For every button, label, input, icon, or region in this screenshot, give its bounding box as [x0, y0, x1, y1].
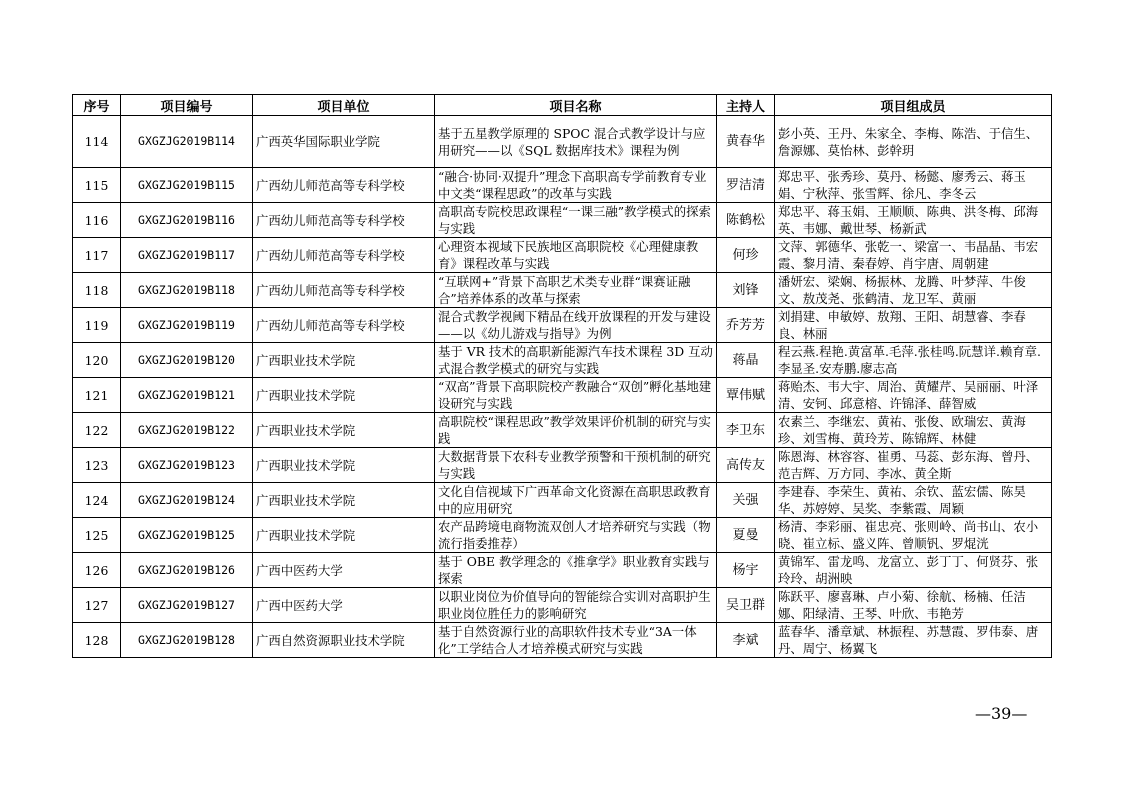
row-host: 覃伟赋 [717, 378, 775, 413]
row-project-code: GXGZJG2019B116 [121, 203, 253, 238]
row-project-name: “互联网+”背景下高职艺术类专业群“课赛证融合”培养体系的改革与探索 [435, 273, 717, 308]
row-project-code: GXGZJG2019B125 [121, 518, 253, 553]
table-row [73, 378, 1052, 413]
row-unit: 广西职业技术学院 [253, 343, 435, 378]
row-serial: 116 [73, 203, 121, 238]
table-row [73, 273, 1052, 308]
row-host: 陈鹤松 [717, 203, 775, 238]
row-members: 文萍、郭德华、张乾一、梁富一、韦晶晶、韦宏霞、黎月清、秦春婷、肖宇唐、周朝建 [775, 238, 1052, 273]
table-body [73, 116, 1052, 658]
row-project-code: GXGZJG2019B126 [121, 553, 253, 588]
row-host: 罗洁清 [717, 168, 775, 203]
row-serial: 124 [73, 483, 121, 518]
row-members: 陈跃平、廖喜琳、卢小菊、徐航、杨楠、任洁娜、阳绿清、王琴、叶欣、韦艳芳 [775, 588, 1052, 623]
row-project-code: GXGZJG2019B127 [121, 588, 253, 623]
row-members: 郑忠平、张秀珍、莫丹、杨懿、廖秀云、蒋玉娟、宁秋萍、张雪辉、徐凡、李冬云 [775, 168, 1052, 203]
row-project-code: GXGZJG2019B114 [121, 116, 253, 168]
row-host: 杨宇 [717, 553, 775, 588]
table-row [73, 168, 1052, 203]
row-project-name: “融合·协同·双提升”理念下高职高专学前教育专业中文类“课程思政”的改革与实践 [435, 168, 717, 203]
table-row [73, 518, 1052, 553]
row-members: 彭小英、王丹、朱家全、李梅、陈浩、于信生、詹源娜、莫怡林、彭幹玥 [775, 116, 1052, 168]
row-unit: 广西幼儿师范高等专科学校 [253, 273, 435, 308]
row-project-name: 高职高专院校思政课程“一课三融”教学模式的探索与实践 [435, 203, 717, 238]
row-host: 黄春华 [717, 116, 775, 168]
row-host: 李斌 [717, 623, 775, 658]
row-project-code: GXGZJG2019B123 [121, 448, 253, 483]
row-project-code: GXGZJG2019B121 [121, 378, 253, 413]
table-row [73, 116, 1052, 168]
row-members: 陈恩海、林容容、崔勇、马蕊、彭东海、曾丹、范吉辉、万方同、李冰、黄全斯 [775, 448, 1052, 483]
row-project-name: 文化自信视域下广西革命文化资源在高职思政教育中的应用研究 [435, 483, 717, 518]
header-code: 项目编号 [121, 95, 253, 116]
row-unit: 广西英华国际职业学院 [253, 116, 435, 168]
table-row [73, 203, 1052, 238]
page-number: —39— [975, 704, 1028, 723]
row-members: 程云燕.程艳.黄富革.毛萍.张桂鸣.阮慧详.赖育章.李显圣.安寿鹏.廖志高 [775, 343, 1052, 378]
row-members: 李建春、李荣生、黄祐、余钦、蓝宏儒、陈昊华、苏婷婷、吴奖、李紫霞、周颖 [775, 483, 1052, 518]
row-unit: 广西中医药大学 [253, 553, 435, 588]
row-serial: 125 [73, 518, 121, 553]
row-unit: 广西职业技术学院 [253, 483, 435, 518]
row-serial: 117 [73, 238, 121, 273]
row-project-code: GXGZJG2019B115 [121, 168, 253, 203]
header-host: 主持人 [717, 95, 775, 116]
row-project-name: 基于自然资源行业的高职软件技术专业“3A一体化”工学结合人才培养模式研究与实践 [435, 623, 717, 658]
row-host: 蒋晶 [717, 343, 775, 378]
row-host: 高传友 [717, 448, 775, 483]
table-row [73, 343, 1052, 378]
row-project-code: GXGZJG2019B120 [121, 343, 253, 378]
row-host: 吴卫群 [717, 588, 775, 623]
row-unit: 广西幼儿师范高等专科学校 [253, 238, 435, 273]
row-serial: 114 [73, 116, 121, 168]
row-members: 农素兰、李继宏、黄祐、张俊、欧瑞宏、黄海珍、刘雪梅、黄玲芳、陈锦辉、林健 [775, 413, 1052, 448]
row-members: 潘妍宏、梁娴、杨振林、龙腾、叶梦萍、牛俊文、敖茂尧、张鹤清、龙卫军、黄丽 [775, 273, 1052, 308]
row-project-name: 大数据背景下农科专业教学预警和干预机制的研究与实践 [435, 448, 717, 483]
table-row [73, 238, 1052, 273]
row-unit: 广西职业技术学院 [253, 518, 435, 553]
row-members: 蒋贻杰、韦大宇、周治、黄耀芹、吴丽丽、叶泽清、安钶、邱意榕、许锦泽、薛智威 [775, 378, 1052, 413]
table-row [73, 308, 1052, 343]
row-project-code: GXGZJG2019B118 [121, 273, 253, 308]
row-members: 蓝春华、潘章斌、林振程、苏慧霞、罗伟泰、唐丹、周宁、杨翼飞 [775, 623, 1052, 658]
header-unit: 项目单位 [253, 95, 435, 116]
project-table [72, 94, 1052, 658]
row-members: 黄锦军、雷龙鸣、龙富立、彭丁丁、何贤芬、张玲玲、胡洲映 [775, 553, 1052, 588]
row-host: 夏曼 [717, 518, 775, 553]
header-members: 项目组成员 [775, 95, 1052, 116]
header-serial: 序号 [73, 95, 121, 116]
row-host: 李卫东 [717, 413, 775, 448]
row-project-name: 高职院校“课程思政”教学效果评价机制的研究与实践 [435, 413, 717, 448]
row-members: 刘捐建、申敏婷、敖翔、王阳、胡慧睿、李春良、林丽 [775, 308, 1052, 343]
table-header [73, 95, 1052, 116]
table-row [73, 413, 1052, 448]
row-unit: 广西中医药大学 [253, 588, 435, 623]
row-project-name: 混合式教学视阈下精品在线开放课程的开发与建设——以《幼儿游戏与指导》为例 [435, 308, 717, 343]
table-row [73, 448, 1052, 483]
row-unit: 广西职业技术学院 [253, 448, 435, 483]
row-project-name: 基于 OBE 教学理念的《推拿学》职业教育实践与探索 [435, 553, 717, 588]
row-serial: 121 [73, 378, 121, 413]
row-members: 郑忠平、蒋玉娟、王顺顺、陈典、洪冬梅、邱海英、韦娜、戴世琴、杨新武 [775, 203, 1052, 238]
header-name: 项目名称 [435, 95, 717, 116]
row-host: 关强 [717, 483, 775, 518]
row-serial: 128 [73, 623, 121, 658]
row-project-name: 以职业岗位为价值导向的智能综合实训对高职护生职业岗位胜任力的影响研究 [435, 588, 717, 623]
row-serial: 126 [73, 553, 121, 588]
row-project-code: GXGZJG2019B119 [121, 308, 253, 343]
row-host: 刘锋 [717, 273, 775, 308]
row-project-code: GXGZJG2019B124 [121, 483, 253, 518]
row-project-code: GXGZJG2019B128 [121, 623, 253, 658]
row-serial: 122 [73, 413, 121, 448]
row-project-name: 基于 VR 技术的高职新能源汽车技术课程 3D 互动式混合教学模式的研究与实践 [435, 343, 717, 378]
row-project-code: GXGZJG2019B117 [121, 238, 253, 273]
row-serial: 119 [73, 308, 121, 343]
row-host: 何珍 [717, 238, 775, 273]
row-project-name: 农产品跨境电商物流双创人才培养研究与实践（物流行指委推荐） [435, 518, 717, 553]
header-row [73, 95, 1052, 116]
row-project-name: 基于五星教学原理的 SPOC 混合式教学设计与应用研究——以《SQL 数据库技术》课程为例 [435, 116, 717, 168]
table-row [73, 588, 1052, 623]
table-row [73, 623, 1052, 658]
table-row [73, 483, 1052, 518]
row-unit: 广西幼儿师范高等专科学校 [253, 308, 435, 343]
row-host: 乔芳芳 [717, 308, 775, 343]
row-serial: 118 [73, 273, 121, 308]
table-row [73, 553, 1052, 588]
row-project-name: “双高”背景下高职院校产教融合“双创”孵化基地建设研究与实践 [435, 378, 717, 413]
row-members: 杨清、李彩丽、崔忠亮、张则岭、尚书山、农小晓、崔立标、盛义阵、曾顺钒、罗焜洸 [775, 518, 1052, 553]
row-unit: 广西自然资源职业技术学院 [253, 623, 435, 658]
row-serial: 127 [73, 588, 121, 623]
row-serial: 123 [73, 448, 121, 483]
row-unit: 广西幼儿师范高等专科学校 [253, 168, 435, 203]
row-unit: 广西幼儿师范高等专科学校 [253, 203, 435, 238]
row-project-name: 心理资本视域下民族地区高职院校《心理健康教育》课程改革与实践 [435, 238, 717, 273]
row-serial: 115 [73, 168, 121, 203]
row-unit: 广西职业技术学院 [253, 413, 435, 448]
row-project-code: GXGZJG2019B122 [121, 413, 253, 448]
row-serial: 120 [73, 343, 121, 378]
row-unit: 广西职业技术学院 [253, 378, 435, 413]
